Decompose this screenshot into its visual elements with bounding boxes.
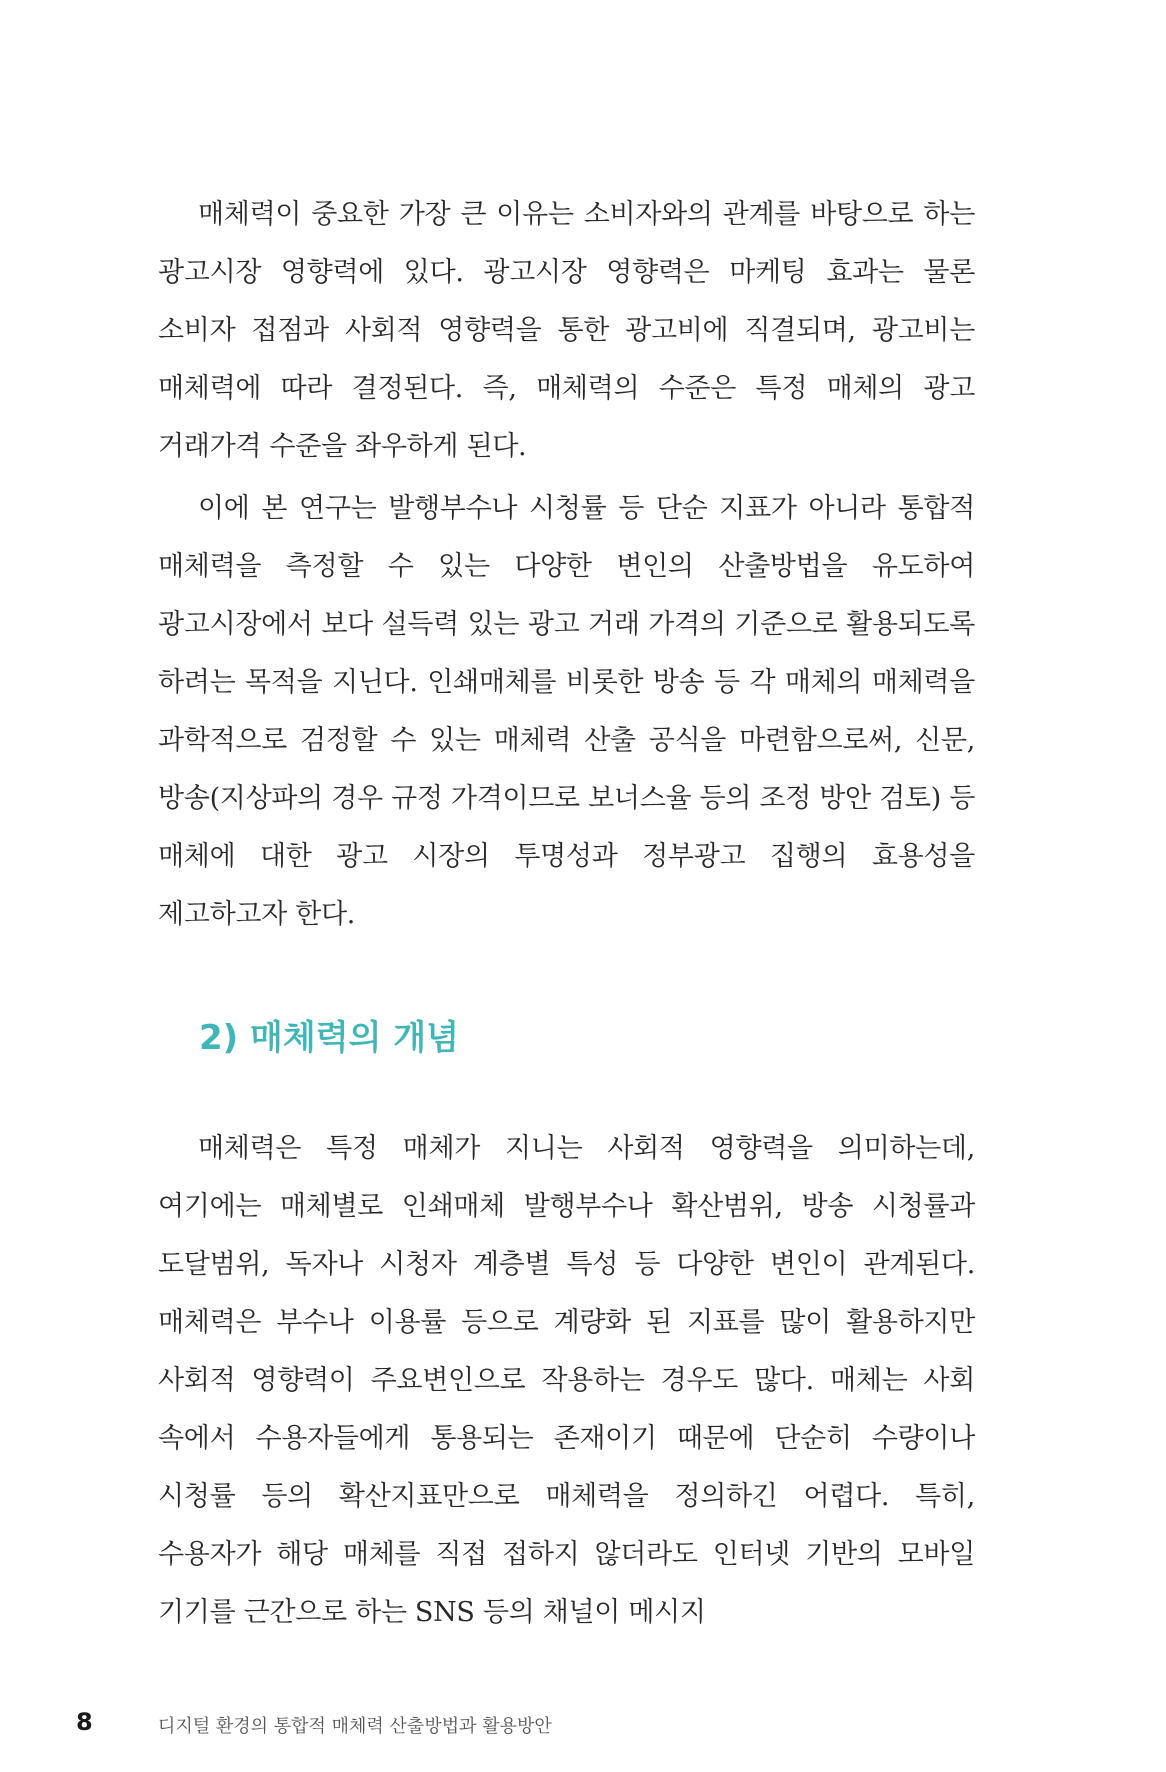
body-paragraph: 매체력이 중요한 가장 큰 이유는 소비자와의 관계를 바탕으로 하는 광고시장 영향력에 있다. 광고시장 영향력은 마케팅 효과는 물론 소비자 접점과 사회적 영향력을 통한 광고비에 직결되며, 광고비는 매체력에 따라 결정된다. 즉, 매체력의 수준은 특정 매체의 광고 거래가격 수준을 좌우하게 된다. bbox=[158, 199, 975, 462]
running-title: 디지털 환경의 통합적 매체력 산출방법과 활용방안 bbox=[158, 1716, 552, 1737]
page-footer bbox=[0, 1704, 1166, 1744]
page-body bbox=[158, 186, 975, 1642]
section-heading: 2) 매체력의 개념 bbox=[199, 1018, 459, 1058]
body-paragraph: 이에 본 연구는 발행부수나 시청률 등 단순 지표가 아니라 통합적 매체력을 측정할 수 있는 다양한 변인의 산출방법을 유도하여 광고시장에서 보다 설득력 있는 광고 거래 가격의 기준으로 활용되도록 하려는 목적을 지닌다. 인쇄매체를 비롯한 방송 등 각 매체의 매체력을 과학적으로 검정할 수 있는 매체력 산출 공식을 마련함으로써, 신문, 방송(지상파의 경우 규정 가격이므로 보너스율 등의 조정 방안 검토) 등 매체에 대한 광고 시장의 투명성과 정부광고 집행의 효용성을 제고하고자 한다. bbox=[158, 493, 975, 930]
body-paragraph: 매체력은 특정 매체가 지니는 사회적 영향력을 의미하는데, 여기에는 매체별로 인쇄매체 발행부수나 확산범위, 방송 시청률과 도달범위, 독자나 시청자 계층별 특성 등 다양한 변인이 관계된다. 매체력은 부수나 이용률 등으로 계량화 된 지표를 많이 활용하지만 사회적 영향력이 주요변인으로 작용하는 경우도 많다. 매체는 사회 속에서 수용자들에게 통용되는 존재이기 때문에 단순히 수량이나 시청률 등의 확산지표만으로 매체력을 정의하긴 어렵다. 특히, 수용자가 해당 매체를 직접 접하지 않더라도 인터넷 기반의 모바일 기기를 근간으로 하는 SNS 등의 채널이 메시지 bbox=[158, 1133, 975, 1628]
page-number: 8 bbox=[76, 1708, 93, 1736]
